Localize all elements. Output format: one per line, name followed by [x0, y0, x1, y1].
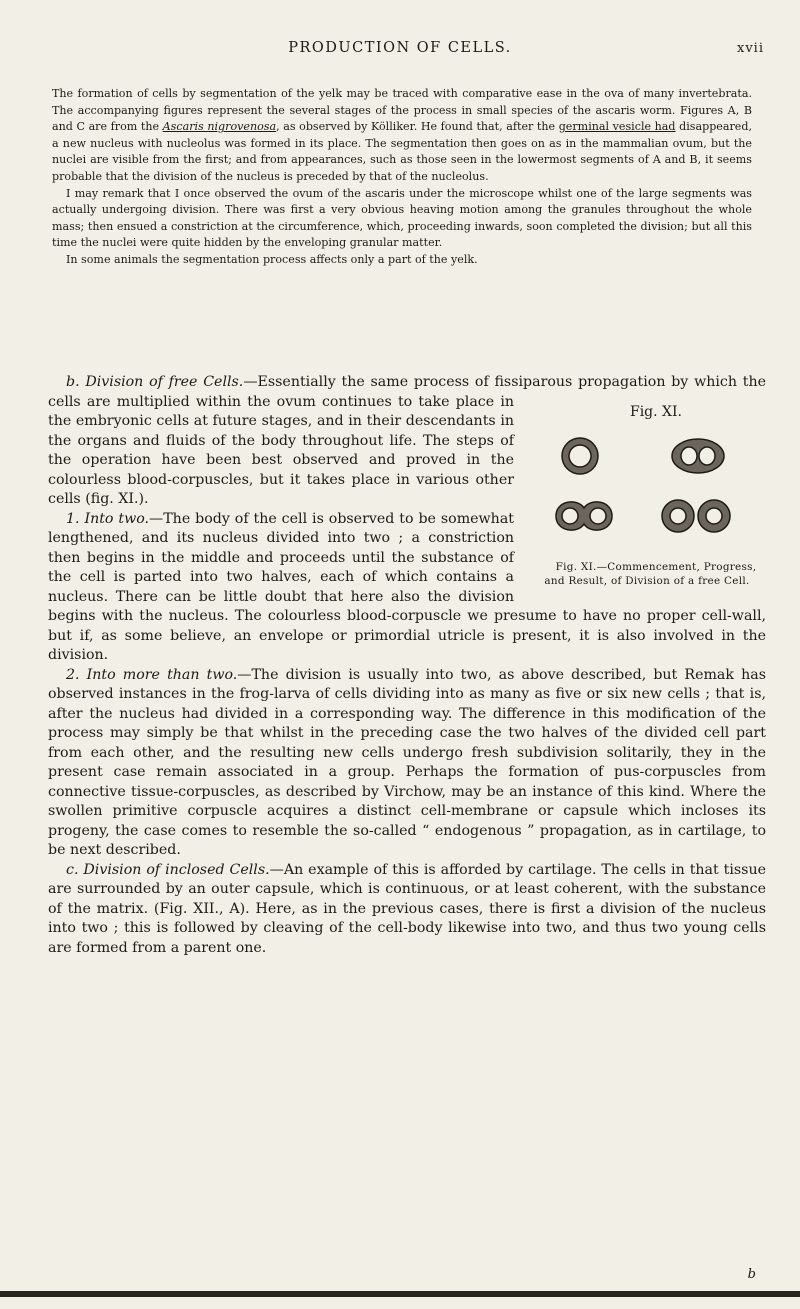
page-title: PRODUCTION OF CELLS. [288, 40, 512, 56]
main-text-block [48, 373, 766, 958]
item-1-text: —The body of the cell is observed to be somewhat lengthened, and its nucleus divided into two ; a constriction then begins in the middle and proceeds until the substance of the cell is parted into two halves, each of which contains a nucleus. There can be little doubt that here also the division begins with the nucleus. The colourless blood-corpuscle we presume to have no proper cell-wall, but if, as some believe, an envelope or primordial utricle is present, it is also involved in the division. [48, 510, 766, 663]
section-c-paragraph [48, 861, 766, 959]
intro-text-1b: , as observed by Kölliker. He found that, after the [276, 120, 559, 134]
section-b-heading: b. Division of free Cells. [66, 374, 244, 390]
section-c-heading: c. Division of inclosed Cells. [66, 861, 270, 878]
cell-stage-1 [562, 438, 598, 474]
underlined-phrase: germinal vesicle had [558, 120, 676, 134]
intro-text-1a: The formation of cells by segmentation of the yelk may be traced with comparative ease in the ova of many invertebrata. The accompanying figures represent the several stages of the process in small species of the ascaris worm. Figures A, B and C are from the [52, 87, 752, 134]
section-c-text: —An example of this is afforded by cartilage. The cells in that tissue are surrounded by an outer capsule, which is continuous, or at least coherent, with the substance of the matrix. (Fig. XII., A). Here, as in the previous cases, there is first a division of the nucleus into two ; this is followed by cleaving of the cell-body likewise into two, and thus two young cells are formed from a parent one. [48, 861, 766, 956]
figure-label: Fig. XI. [629, 403, 682, 420]
cell-stage-2 [672, 439, 724, 473]
cell-stage-4 [662, 500, 730, 532]
figure-caption: Fig. XI.—Commencement, Progress, and Result, of Division of a free Cell. [544, 561, 757, 587]
intro-paragraph-2: I may remark that I once observed the ovum of the ascaris under the microscope whilst one of the large segments was actually undergoing division. There was first a very obvious heaving motion among the granules throughout the whole mass; then ensued a constriction at the circumference, which, proceeding inwards, soon completed the division; but all this time the nuclei were quite hidden by the enveloping granular matter. [52, 186, 752, 250]
running-head [0, 40, 800, 60]
page-edge-bar [0, 1291, 800, 1297]
intro-paragraph-1 [52, 86, 752, 186]
species-name: Ascaris nigrovenosa [162, 120, 277, 134]
section-b-text-start: —Essentially the same process of fissiparous propagation by which the cells are multiplied within the ovum continues to [48, 374, 766, 410]
intro-text-block [52, 86, 752, 269]
figure-xi [528, 403, 766, 589]
intro-paragraph-3: In some animals the segmentation process affects only a part of the yelk. [66, 252, 478, 266]
item-1-heading: 1. Into two. [66, 510, 150, 527]
page-number: xvii [737, 41, 764, 56]
signature-mark: b [747, 1267, 756, 1282]
item-2-heading: 2. Into more than two. [66, 666, 238, 683]
item-2-paragraph [48, 666, 766, 861]
cell-division-illustration [528, 428, 766, 546]
intro-text-1c: disappeared, a new nucleus with nucleolus was formed in its place. The segmentation then goes on as in the mammalian ovum, but the nuclei are visible from the first; and from appearances, such as those seen in the lowermost segments of A and B, it seems probable that the division of the nucleus is preceded by that of the nucleolus. [52, 120, 752, 183]
item-2-text: —The division is usually into two, as above described, but Remak has observed instances in the frog-larva of cells dividing into as many as five or six new cells ; that is, after the nucleus had divided in a corresponding way. The difference in this modification of the process may simply be that whilst in the preceding case the two halves of the divided cell part from each other, and the resulting new cells undergo fresh subdivision solitarily, they in the present case remain associated in a group. Perhaps the formation of pus-corpuscles from connective tissue-corpuscles, as described by Virchow, may be an instance of this kind. Where the swollen primitive corpuscle acquires a distinct cell-membrane or capsule which incloses its progeny, the case comes to resemble the so-called “ endogenous ” propagation, as in cartilage, to be next described. [48, 666, 766, 858]
section-b-text-rest: take place in the embryonic cells at future stages, and in their descendants in the organs and fluids of the body throughout life. The steps of the operation have been best observed and proved in the colourless blood-corpuscles, but it takes place in various other cells (fig. XI.). [48, 393, 514, 507]
cell-stage-3 [556, 502, 612, 530]
